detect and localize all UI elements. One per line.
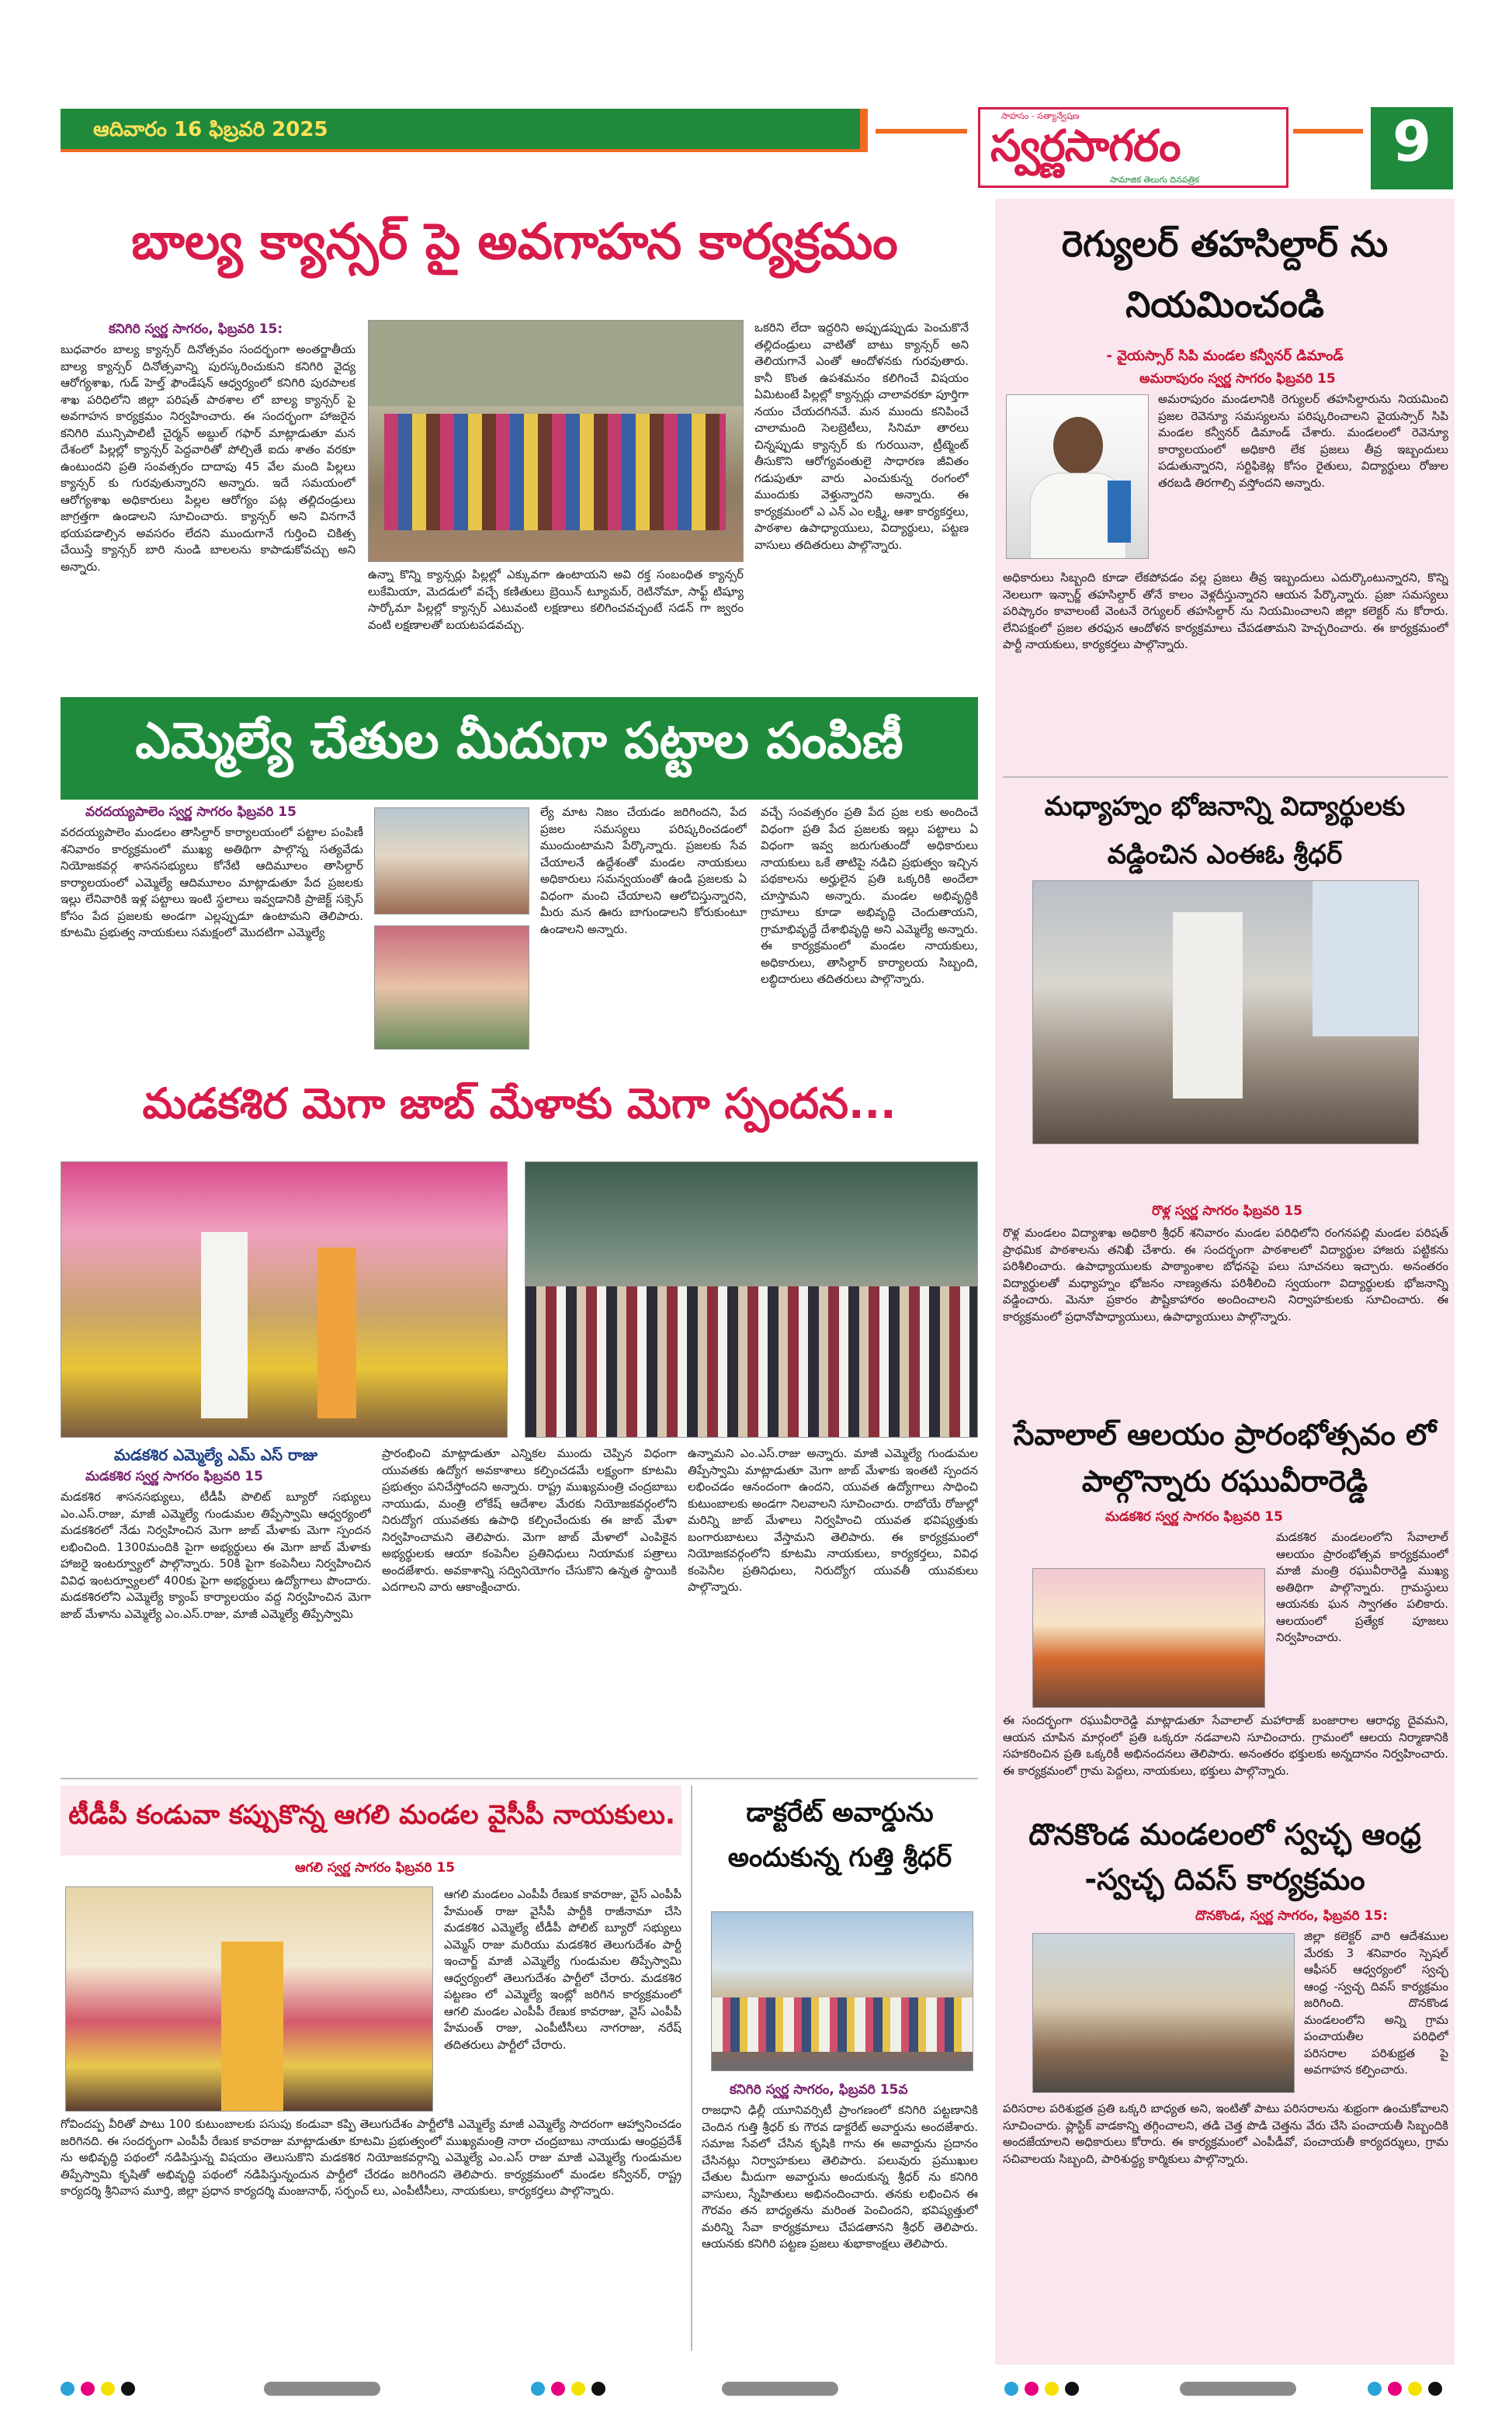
sidebar1-dateline: అమరాపురం స్వర్ణ సాగరం ఫిబ్రవరి 15 [1139,371,1336,387]
story3-col3: ఉన్నామని ఎం.ఎస్.రాజు అన్నారు. మాజీ ఎమ్మెల్యే గుండుమల తిప్పేస్వామి మాట్లాడుతూ మెగా జాబ్ మేళాకు ఇంతటి స్పందన లభించడం ఆనందంగా ఉందని, యువత ఉద్యోగాలు సాధించి కుటుంబాలకు అండగా నిలవాలని సూచించారు. రాబోయే రోజుల్లో మరిన్ని జాబ్ మేళాలు నిర్వహించి యువత భవిష్యత్తుకు బంగారుబాటలు వేస్తామని తెలిపారు. ఈ కార్యక్రమంలో నియోజకవర్గంలోని కూటమి నాయకులు, కార్యకర్తలు, వివిధ కంపెనీల ప్రతినిధులు, నిరుద్యోగ యువతీ యువకులు పాల్గొన్నారు. [688,1446,978,1594]
story5-headline: డాక్టరేట్ అవార్డును అందుకున్న గుత్తి శ్రీధర్ [727,1797,952,1873]
sidebar1-rule [1003,776,1448,778]
sidebar1-photo [1006,394,1149,559]
header-date: ఆదివారం 16 ఫిబ్రవరి 2025 [93,118,328,141]
sidebar2-headline: మధ్యాహ్నం భోజనాన్ని విద్యార్థులకు వడ్డించిన ఎంఈఓ శ్రీధర్ [1044,791,1406,870]
reg-dot [1368,2382,1382,2396]
header-rule-right [876,129,967,134]
reg-dot [571,2382,585,2396]
sidebar4-col-right: జిల్లా కలెక్టర్ వారి ఆదేశముల మేరకు 3 శనివారం స్పెషల్ ఆఫీసర్ ఆధ్వర్యంలో స్వచ్ఛ ఆంధ్ర -స్వచ్ఛ దివస్ కార్యక్రమం జరిగింది. దొనకొండ మండలంలోని అన్ని గ్రామ పంచాయతీల పరిధిలో పరిసరాల పరిశుభ్రత పై అవగాహన కల్పించారు. [1304,1929,1448,2077]
reg-dot [1428,2382,1442,2396]
sidebar2-body: రొళ్ల మండలం విద్యాశాఖ అధికారి శ్రీధర్ శనివారం మండల పరిధిలోని రంగనపల్లి మండల పరిషత్ ప్రాథమిక పాఠశాలను తనిఖీ చేశారు. ఈ సందర్భంగా పాఠశాలలో విద్యార్థుల హాజరు పట్టికను పరిశీలించారు. ఉపాధ్యాయులకు పాఠ్యాంశాల బోధనపై పలు సూచనలు ఇచ్చారు. అనంతరం విద్యార్థులతో మధ్యాహ్నం భోజనం నాణ్యతను పరిశీలించి స్వయంగా విద్యార్థులకు భోజనాన్ని వడ్డించారు. మెనూ ప్రకారం పౌష్టికాహారం అందించాలని నిర్వాహకులకు సూచించారు. ఈ కార్యక్రమంలో ప్రధానోపాధ్యాయులు, ఉపాధ్యాయులు పాల్గొన్నారు. [1003,1226,1448,1324]
header-rule-right2 [1293,129,1363,134]
story5-dateline: కనిగిరి స్వర్ణ సాగరం, ఫిబ్రవరి 15వ [730,2082,908,2098]
story4-full: గోవిందప్ప వీరితో పాటు 100 కుటుంబాలకు పసుపు కండువా కప్పి తెలుగుదేశం పార్టీలోకి ఎమ్మెల్యే మాజీ ఎమ్మెల్యే సాదరంగా ఆహ్వానించడం జరిగినది. ఈ సందర్భంగా ఎంపీపీ రేణుక కావరాజు మాట్లాడుతూ కూటమి ప్రభుత్వంలో ముఖ్యమంత్రి నారా చంద్రబాబు నాయుడు ఆంధ్రప్రదేశ్ ను అభివృద్ధి పథంలో నడిపిస్తున్న విషయం తెలుసుకొని మడకశిర నియోజకవర్గాన్ని ఎమ్మెల్యే ఎం.ఎస్ రాజు మాజీ ఎమ్మెల్యే గుండుమల తిప్పేస్వామి కృషితో అభివృద్ధి పథంలో నడిపిస్తున్నందున పార్టీలో చేరడం జరిగిందని తెలిపారు. కార్యక్రమంలో మండల కన్వీనర్, రాష్ట్ర కార్యదర్శి శ్రీనివాస మూర్తి, జిల్లా ప్రధాన కార్యదర్శి మంజునాథ్, సర్పంచ్ లు, ఎంపీటీసీలు, నాయకులు, కార్యకర్తలు పాల్గొన్నారు. [61,2117,681,2198]
story4-headline: టీడీపీ కండువా కప్పుకొన్న ఆగలి మండల వైసీపీ నాయకులు. [68,1800,675,1831]
story5-photo [711,1911,973,2071]
story3-col1: మడకశిర శాసనసభ్యులు, టీడీపీ పొలిట్ బ్యూరో సభ్యులు ఎం.ఎస్.రాజు, మాజీ ఎమ్మెల్యే గుండుమల తిప్పేస్వామి ఆధ్వర్యంలో మడకశిరలో నేడు నిర్వహించిన మెగా జాబ్ మేళాకు మెగా స్పందన లభించింది. 1300మందికి పైగా అభ్యర్థులు ఈ మెగా జాబ్ మేళాకు హాజరై ఇంటర్వ్యూలో పాల్గొన్నారు. 50కి పైగా కంపెనీలు నిర్వహించిన వివిధ ఇంటర్వ్యూలలో 400కు పైగా అభ్యర్థులు ఉద్యోగాలు పొందారు. మడకశిరలోని ఎమ్మెల్యే క్యాంప్ కార్యాలయం వద్ద నిర్వహించిన మెగా జాబ్ మేళాను ఎమ్మెల్యే ఎం.ఎస్.రాజు, మాజీ ఎమ్మెల్యే తిప్పేస్వామి [61,1490,371,1621]
reg-bar [722,2382,838,2396]
reg-dot [101,2382,115,2396]
reg-dot [81,2382,95,2396]
reg-dot [531,2382,545,2396]
sidebar3-photo [1032,1568,1265,1708]
sidebar1-col-right: అమరాపురం మండలానికి రెగ్యులర్ తహసిల్దారును నియమించి ప్రజల రెవెన్యూ సమస్యలను పరిష్కరించాలని వైయస్సార్ సిపి మండల కన్వీనర్ డిమాండ్ చేశారు. మండలంలో రెవెన్యూ కార్యాలయంలో అధికారి లేక ప్రజలు తీవ్ర ఇబ్బందులు పడుతున్నారని, సర్టిఫికెట్ల కోసం రైతులు, విద్యార్థులు రోజుల తరబడి తిరగాల్సి వస్తోందని అన్నారు. [1158,392,1448,490]
story2-col3: వచ్చే సంవత్సరం ప్రతి పేద ప్రజ లకు అందించే విధంగా ప్రతి పేద ప్రజలకు ఇల్లు పట్టాలు ఏ విధంగా ఇవ్వ జరుగుతుందో అధికారులు నాయకులు ఒకే తాటిపై నడిచి ప్రభుత్వం ఇచ్చిన పథకాలను అర్హులైన ప్రతి ఒక్కరికి అందేలా చూస్తామని అన్నారు. మండల అభివృద్ధికి గ్రామాలు కూడా అభివృద్ధి చెందుతాయని, గ్రామాభివృద్ధే దేశాభివృద్ధి అని ఎమ్మెల్యే అన్నారు. ఈ కార్యక్రమంలో మండల నాయకులు, అధికారులు, తాసిల్దార్ కార్యాలయ సిబ్బంది, లబ్ధిదారులు తదితరులు పాల్గొన్నారు. [761,805,978,986]
sidebar1-headline: రెగ్యులర్ తహసిల్దార్ ను నియమించండి [1061,223,1389,325]
page-number: 9 [1392,109,1432,174]
reg-dot [121,2382,135,2396]
story2-headline: ఎమ్మెల్యే చేతుల మీదుగా పట్టాల పంపిణీ [135,713,903,770]
reg-dot [551,2382,565,2396]
reg-dot [1004,2382,1018,2396]
story1-photo [368,320,744,562]
story1-col2: ఒకరిని లేదా ఇద్దరిని అప్పుడప్పుడు పెంచుకొనే తల్లిదండ్రులు వాటితో బాటు క్యాన్సర్ అని తెలియగానే ఎంతో ఆందోళనకు గురవుతారు. కానీ కొంత ఉపశమనం కలిగించే విషయం ఏమిటంటే పిల్లల్లో క్యాన్సర్లు చాలావరకూ పూర్తిగా నయం చేయదగినవే. మన ముందు కనిపించే చాలామంది సెలబ్రెటీలు, సినిమా తారలు చిన్నప్పుడు క్యాన్సర్ కు గురయినా, ట్రీట్మెంట్ తీసుకొని ఆరోగ్యవంతులై సాధారణ జీవితం గడుపుతూ వారు ఎంచుకున్న రంగంలో ముందుకు వెళ్తున్నారని అన్నారు. ఈ కార్యక్రమంలో ఎ ఎన్ ఎం లక్ష్మి, ఆశా కార్యకర్తలు, పాఠశాల ఉపాధ్యాయులు, విద్యార్థులు, పట్టణ వాసులు తదితరులు పాల్గొన్నారు. [754,321,969,552]
story1-col1: బుధవారం బాల్య క్యాన్సర్ దినోత్సవం సందర్భంగా అంతర్జాతీయ బాల్య క్యాన్సర్ దినోత్సవాన్ని పురస్కరించుకుని కనిగిరి వైద్య ఆరోగ్యశాఖ, గుడ్ హెల్త్ ఫౌండేషన్ ఆధ్వర్యంలో కనిగిరి పురపాలక శాఖ పరిధిలోని జిల్లా పరిషత్ పాఠశాల లో బాల్య క్యాన్సర్ పై అవగాహన కార్యక్రమం నిర్వహించారు. ఈ సందర్భంగా హాజరైన కనిగిరి మున్సిపాలిటీ చైర్మన్ అబ్దుల్ గఫార్ మాట్లాడుతూ మన దేశంలో పిల్లల్లో క్యాన్సర్ పెద్దవారితో పోల్చితే ఐదు శాతం వరకూ ఉంటుందని ప్రతి సంవత్సరం దాదాపు 45 వేల మంది పిల్లలు క్యాన్సర్ కు గురవుతున్నారని అన్నారు. ఇదే సమయంలో ఆరోగ్యశాఖ అధికారులు పిల్లల ఆరోగ్యం పట్ల తల్లిదండ్రులు జాగ్రత్తగా ఉండాలని సూచించారు. క్యాన్సర్ అని వినగానే భయపడాల్సిన అవసరం లేదని ముందుగానే గుర్తించి చికిత్స చేయిస్తే క్యాన్సర్ బారి నుండి బాలలను కాపాడుకోవచ్చు అని అన్నారు. [61,342,355,574]
masthead-title: స్వర్ణసాగరం [990,121,1181,172]
sidebar2-dateline: రొళ్ల స్వర్ణ సాగరం ఫిబ్రవరి 15 [1152,1203,1303,1219]
story3-caption: మడకశిర ఎమ్మెల్యే ఎమ్ ఎస్ రాజు [113,1446,318,1464]
masthead-sub: సామాజిక తెలుగు దినపత్రిక [1110,175,1199,185]
reg-bar [1180,2382,1296,2396]
story3-dateline: మడకశిర స్వర్ణ సాగరం ఫిబ్రవరి 15 [85,1469,263,1484]
sidebar4-full: పరిసరాల పరిశుభ్రత ప్రతి ఒక్కరి బాధ్యత అని, ఇంటితో పాటు పరిసరాలను శుభ్రంగా ఉంచుకోవాలని సూచించారు. ప్లాస్టిక్ వాడకాన్ని తగ్గించాలని, తడి చెత్త పొడి చెత్తను వేరు చేసి పంచాయతీ సిబ్బందికి అందజేయాలని అధికారులు కోరారు. ఈ కార్యక్రమంలో ఎంపీడీవో, పంచాయతీ కార్యదర్శులు, గ్రామ సచివాలయ సిబ్బంది, పారిశుద్ధ్య కార్మికులు పాల్గొన్నారు. [1003,2101,1448,2166]
masthead-tag: సాహసం - సత్యాన్వేషణ [1001,111,1080,121]
story3-bottom-rule [61,1778,978,1779]
sidebar3-col-right: మడకశిర మండలంలోని సేవాలాల్ ఆలయం ప్రారంభోత్సవ కార్యక్రమంలో మాజీ మంత్రి రఘువీరారెడ్డి ముఖ్య అతిథిగా పాల్గొన్నారు. గ్రామస్థులు ఆయనకు ఘన స్వాగతం పలికారు. ఆలయంలో ప్రత్యేక పూజలు నిర్వహించారు. [1276,1530,1448,1644]
sidebar3-headline: సేవాలాల్ ఆలయం ప్రారంభోత్సవం లో పాల్గొన్నారు రఘువీరారెడ్డి [1013,1418,1437,1498]
reg-dot [1025,2382,1039,2396]
reg-dot [1065,2382,1079,2396]
story3-photo-right [525,1161,978,1438]
sidebar3-dateline: మడకశిర స్వర్ణ సాగరం ఫిబ్రవరి 15 [1105,1509,1283,1525]
sidebar2-photo [1032,880,1419,1144]
reg-bar [264,2382,380,2396]
story3-photo-left [61,1161,508,1438]
story2-photo-bottom [374,925,529,1050]
reg-dot [591,2382,605,2396]
sidebar4-headline: దొనకొండ మండలంలో స్వచ్ఛ ఆంధ్ర -స్వచ్ఛ దివస్ కార్యక్రమం [1028,1817,1421,1897]
story1-dateline: కనిగిరి స్వర్ణ సాగరం, ఫిబ్రవరి 15: [109,321,283,337]
story3-headline: మడకశిర మెగా జాబ్ మేళాకు మెగా స్పందన... [142,1079,896,1128]
reg-dot [1408,2382,1422,2396]
sidebar1-byline: - వైయస్సార్ సిపి మండల కన్వీనర్ డిమాండ్ [1106,348,1344,364]
story2-col1: వరదయ్యపాలెం మండలం తాసిల్దార్ కార్యాలయంలో పట్టాల పంపిణీ శనివారం కార్యక్రమంలో ముఖ్య అతిథిగా పాల్గొన్న సత్యవేడు నియోజకవర్గ శాసనసభ్యులు కోనేటి ఆదిమూలం తాసిల్దార్ కార్యాలయంలో ఎమ్మెల్యే ఆదిమూలం మాట్లాడుతూ పేద ప్రజలకు ఇల్లు లేనివారికి ఇళ్ల పట్టాలు ఇంటి స్థలాలు ఇవ్వడానికి ప్రాజెక్ట్ సక్సెస్ కోసం పేద ప్రజలకు అండగా ఎల్లప్పుడూ ఉంటామని తెలిపారు. కూటమి ప్రభుత్వ నాయకులు సమక్షంలో మొదటిగా ఎమ్మెల్యే [61,825,363,939]
reg-dot [1388,2382,1402,2396]
sidebar4-dateline: దొనకొండ, స్వర్ణ సాగరం, ఫిబ్రవరి 15: [1195,1908,1389,1924]
story2-col2: ల్యే మాట నిజం చేయడం జరిగిందని, పేద ప్రజల సమస్యలు పరిష్కరించడంలో ముందుంటామని పేర్కొన్నారు. ప్రజలకు సేవ చేయాలనే ఉద్దేశంతో మండల నాయకులు అధికారులు సమన్వయంతో ఉండి ప్రజలకు ఏ విధంగా మంచి చేయాలని ఆలోచిస్తున్నారని, మీరు మన ఊరు బాగుండాలని కోరుకుంటూ ఉండాలని అన్నారు. [540,805,747,936]
story2-photo-top [374,807,529,915]
story4-dateline: ఆగలి స్వర్ణ సాగరం ఫిబ్రవరి 15 [295,1860,456,1876]
sidebar1-full: అధికారులు సిబ్బంది కూడా లేకపోవడం వల్ల ప్రజలు తీవ్ర ఇబ్బందులు ఎదుర్కొంటున్నారని, కొన్ని నెలలుగా ఇన్చార్జ్ తహసిల్దార్ తోనే కాలం వెళ్లదీస్తున్నారని ఆయన పేర్కొన్నారు. ప్రజా సమస్యలు పరిష్కారం కావాలంటే వెంటనే రెగ్యులర్ తహసిల్దార్ ను నియమించాలని జిల్లా కలెక్టర్ ను కోరారు. లేనిపక్షంలో ప్రజల తరఫున ఆందోళన కార్యక్రమాలు చేపడతామని హెచ్చరించారు. ఈ కార్యక్రమంలో పార్టీ నాయకులు, కార్యకర్తలు పాల్గొన్నారు. [1003,571,1448,651]
story1-col-under-photo: ఉన్నా కొన్ని క్యాన్సర్లు పిల్లల్లో ఎక్కువగా ఉంటాయని అవి రక్త సంబంధిత క్యాన్సర్ లుకేమియా, మెదడులో వచ్చే కణితులు బ్రెయిన్ ట్యూమర్, రెటినోమా, సాఫ్ట్ టిష్యూ సార్కోమా పిల్లల్లో క్యాన్సర్ ఎటువంటి లక్షణాలు కలిగించవచ్చంటే సడన్ గా జ్వరం వంటి లక్షణాలతో బయటపడవచ్చు. [368,567,744,632]
sidebar4-photo [1032,1933,1295,2093]
sidebar3-full: ఈ సందర్భంగా రఘువీరారెడ్డి మాట్లాడుతూ సేవాలాల్ మహారాజ్ బంజారాల ఆరాధ్య దైవమని, ఆయన చూపిన మార్గంలో ప్రతి ఒక్కరూ నడవాలని సూచించారు. గ్రామంలో ఆలయ నిర్మాణానికి సహకరించిన ప్రతి ఒక్కరికీ అభినందనలు తెలిపారు. అనంతరం భక్తులకు అన్నదానం నిర్వహించారు. ఈ కార్యక్రమంలో గ్రామ పెద్దలు, నాయకులు, భక్తులు పాల్గొన్నారు. [1003,1713,1448,1778]
reg-dot [1045,2382,1059,2396]
story5-body: రాజధాని ఢిల్లీ యూనివర్సిటీ ప్రాంగణంలో కనిగిరి పట్టణానికి చెందిన గుత్తి శ్రీధర్ కు గౌరవ డాక్టరేట్ అవార్డును అందజేశారు. సమాజ సేవలో చేసిన కృషికి గాను ఈ అవార్డును ప్రదానం చేసినట్లు నిర్వాహకులు తెలిపారు. పలువురు ప్రముఖుల చేతుల మీదుగా అవార్డును అందుకున్న శ్రీధర్ ను కనిగిరి వాసులు, స్నేహితులు అభినందించారు. తనకు లభించిన ఈ గౌరవం తన బాధ్యతను మరింత పెంచిందని, భవిష్యత్తులో మరిన్ని సేవా కార్యక్రమాలు చేపడతానని శ్రీధర్ తెలిపారు. ఆయనకు కనిగిరి పట్టణ ప్రజలు శుభాకాంక్షలు తెలిపారు. [702,2103,978,2251]
story1-headline: బాల్య క్యాన్సర్ పై అవగాహన కార్యక్రమం [131,213,898,271]
story2-dateline: వరదయ్యపాలెం స్వర్ణ సాగరం ఫిబ్రవరి 15 [85,804,297,820]
story4-divider [691,1786,692,2351]
story3-col2: ప్రారంభించి మాట్లాడుతూ ఎన్నికల ముందు చెప్పిన విధంగా యువతకు ఉద్యోగ అవకాశాలు కల్పించడమే లక్ష్యంగా కూటమి ప్రభుత్వం పనిచేస్తోందని అన్నారు. రాష్ట్ర ముఖ్యమంత్రి చంద్రబాబు నాయుడు, మంత్రి లోకేష్ ఆదేశాల మేరకు నియోజకవర్గంలోని నిరుద్యోగ యువతకు ఉపాధి కల్పించేందుకు ఈ జాబ్ మేళా నిర్వహించామని తెలిపారు. మెగా జాబ్ మేళాలో ఎంపికైన అభ్యర్థులకు ఆయా కంపెనీల ప్రతినిధులు నియామక పత్రాలు అందజేశారు. అవకాశాన్ని సద్వినియోగం చేసుకొని ఉన్నత స్థాయికి ఎదగాలని వారు ఆకాంక్షించారు. [382,1446,677,1594]
reg-dot [61,2382,75,2396]
story4-col1: ఆగలి మండలం ఎంపీపీ రేణుక కావరాజు, వైస్ ఎంపీపీ హేమంత్ రాజు వైసీపీ పార్టీకి రాజీనామా చేసి మడకశిర ఎమ్మెల్యే టీడీపీ పోలిట్ బ్యూరో సభ్యులు ఎమ్మెస్ రాజు మరియు మడకశిర తెలుగుదేశం పార్టీ ఇంచార్జ్ మాజీ ఎమ్మెల్యే గుండుమల తిప్పేస్వామి ఆధ్వర్యంలో తెలుగుదేశం పార్టీలో చేరారు. మడకశిర పట్టణం లో ఎమ్మెల్యే ఇంట్లో జరిగిన కార్యక్రమంలో ఆగలి మండల ఎంపీపీ రేణుక కావరాజు, వైస్ ఎంపీపీ హేమంత్ రాజు, ఎంపీటీసీలు నాగరాజు, నరేష్ తదితరులు పార్టీలో చేరారు. [444,1887,681,2052]
story4-photo [65,1886,433,2112]
